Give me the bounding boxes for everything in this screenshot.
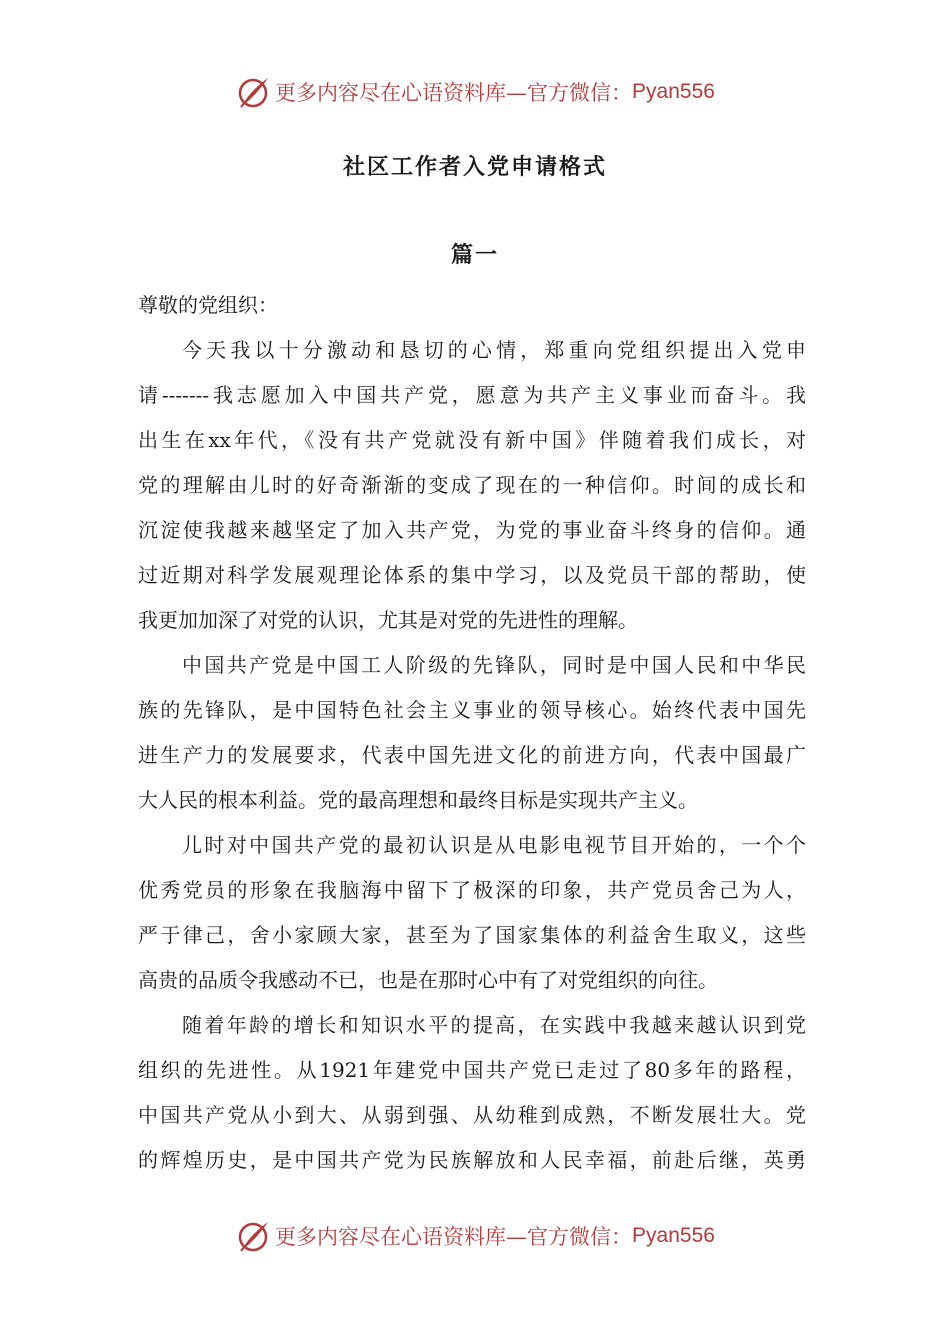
paragraph-line: 进生产力的发展要求，代表中国先进文化的前进方向，代表中国最广 (138, 743, 806, 767)
paragraph-line: 中国共产党是中国工人阶级的先锋队，同时是中国人民和中华民 (182, 653, 806, 677)
quill-logo-icon (235, 1218, 271, 1254)
paragraph-line: 严于律己，舍小家顾大家，甚至为了国家集体的利益舍生取义，这些 (138, 923, 806, 947)
paragraph-line: 儿时对中国共产党的最初认识是从电影电视节目开始的，一个个 (182, 833, 806, 857)
paragraph-line: 今天我以十分激动和恳切的心情，郑重向党组织提出入党申 (182, 338, 806, 362)
paragraph-line: 中国共产党从小到大、从弱到强、从幼稚到成熟，不断发展壮大。党 (138, 1103, 806, 1127)
paragraph-line: 我更加加深了对党的认识，尤其是对党的先进性的理解。 (138, 608, 638, 632)
document-body (138, 283, 806, 1183)
paragraph-line: 高贵的品质令我感动不已，也是在那时心中有了对党组织的向往。 (138, 968, 718, 992)
paragraph-line: 随着年龄的增长和知识水平的提高，在实践中我越来越认识到党 (182, 1013, 806, 1037)
header-watermark-banner (0, 72, 950, 112)
banner-wechat-id: Pyan556 (632, 1224, 715, 1247)
banner-text: 更多内容尽在心语资料库—官方微信： (275, 81, 633, 105)
banner-text: 更多内容尽在心语资料库—官方微信： (275, 1225, 633, 1249)
paragraph-line: 请-------我志愿加入中国共产党，愿意为共产主义事业而奋斗。我 (138, 383, 806, 407)
banner-wechat-id: Pyan556 (632, 80, 715, 103)
document-title: 社区工作者入党申请格式 (342, 155, 607, 180)
paragraph-line: 大人民的根本利益。党的最高理想和最终目标是实现共产主义。 (138, 788, 698, 812)
section-heading: 篇一 (450, 243, 499, 268)
quill-logo-icon (235, 74, 271, 110)
paragraph-line: 过近期对科学发展观理论体系的集中学习，以及党员干部的帮助，使 (138, 563, 806, 587)
paragraph-line: 党的理解由儿时的好奇渐渐的变成了现在的一种信仰。时间的成长和 (138, 473, 806, 497)
paragraph-line: 出生在xx年代，《没有共产党就没有新中国》伴随着我们成长，对 (138, 428, 806, 452)
paragraph-line: 的辉煌历史，是中国共产党为民族解放和人民幸福，前赴后继，英勇 (138, 1148, 806, 1172)
salutation-line: 尊敬的党组织： (138, 293, 278, 317)
paragraph-line: 优秀党员的形象在我脑海中留下了极深的印象，共产党员舍己为人， (138, 878, 806, 902)
paragraph-line: 沉淀使我越来越坚定了加入共产党，为党的事业奋斗终身的信仰。通 (138, 518, 806, 542)
paragraph-line: 族的先锋队，是中国特色社会主义事业的领导核心。始终代表中国先 (138, 698, 806, 722)
footer-watermark-banner (0, 1216, 950, 1256)
paragraph-line: 组织的先进性。从1921年建党中国共产党已走过了80多年的路程， (138, 1058, 806, 1082)
